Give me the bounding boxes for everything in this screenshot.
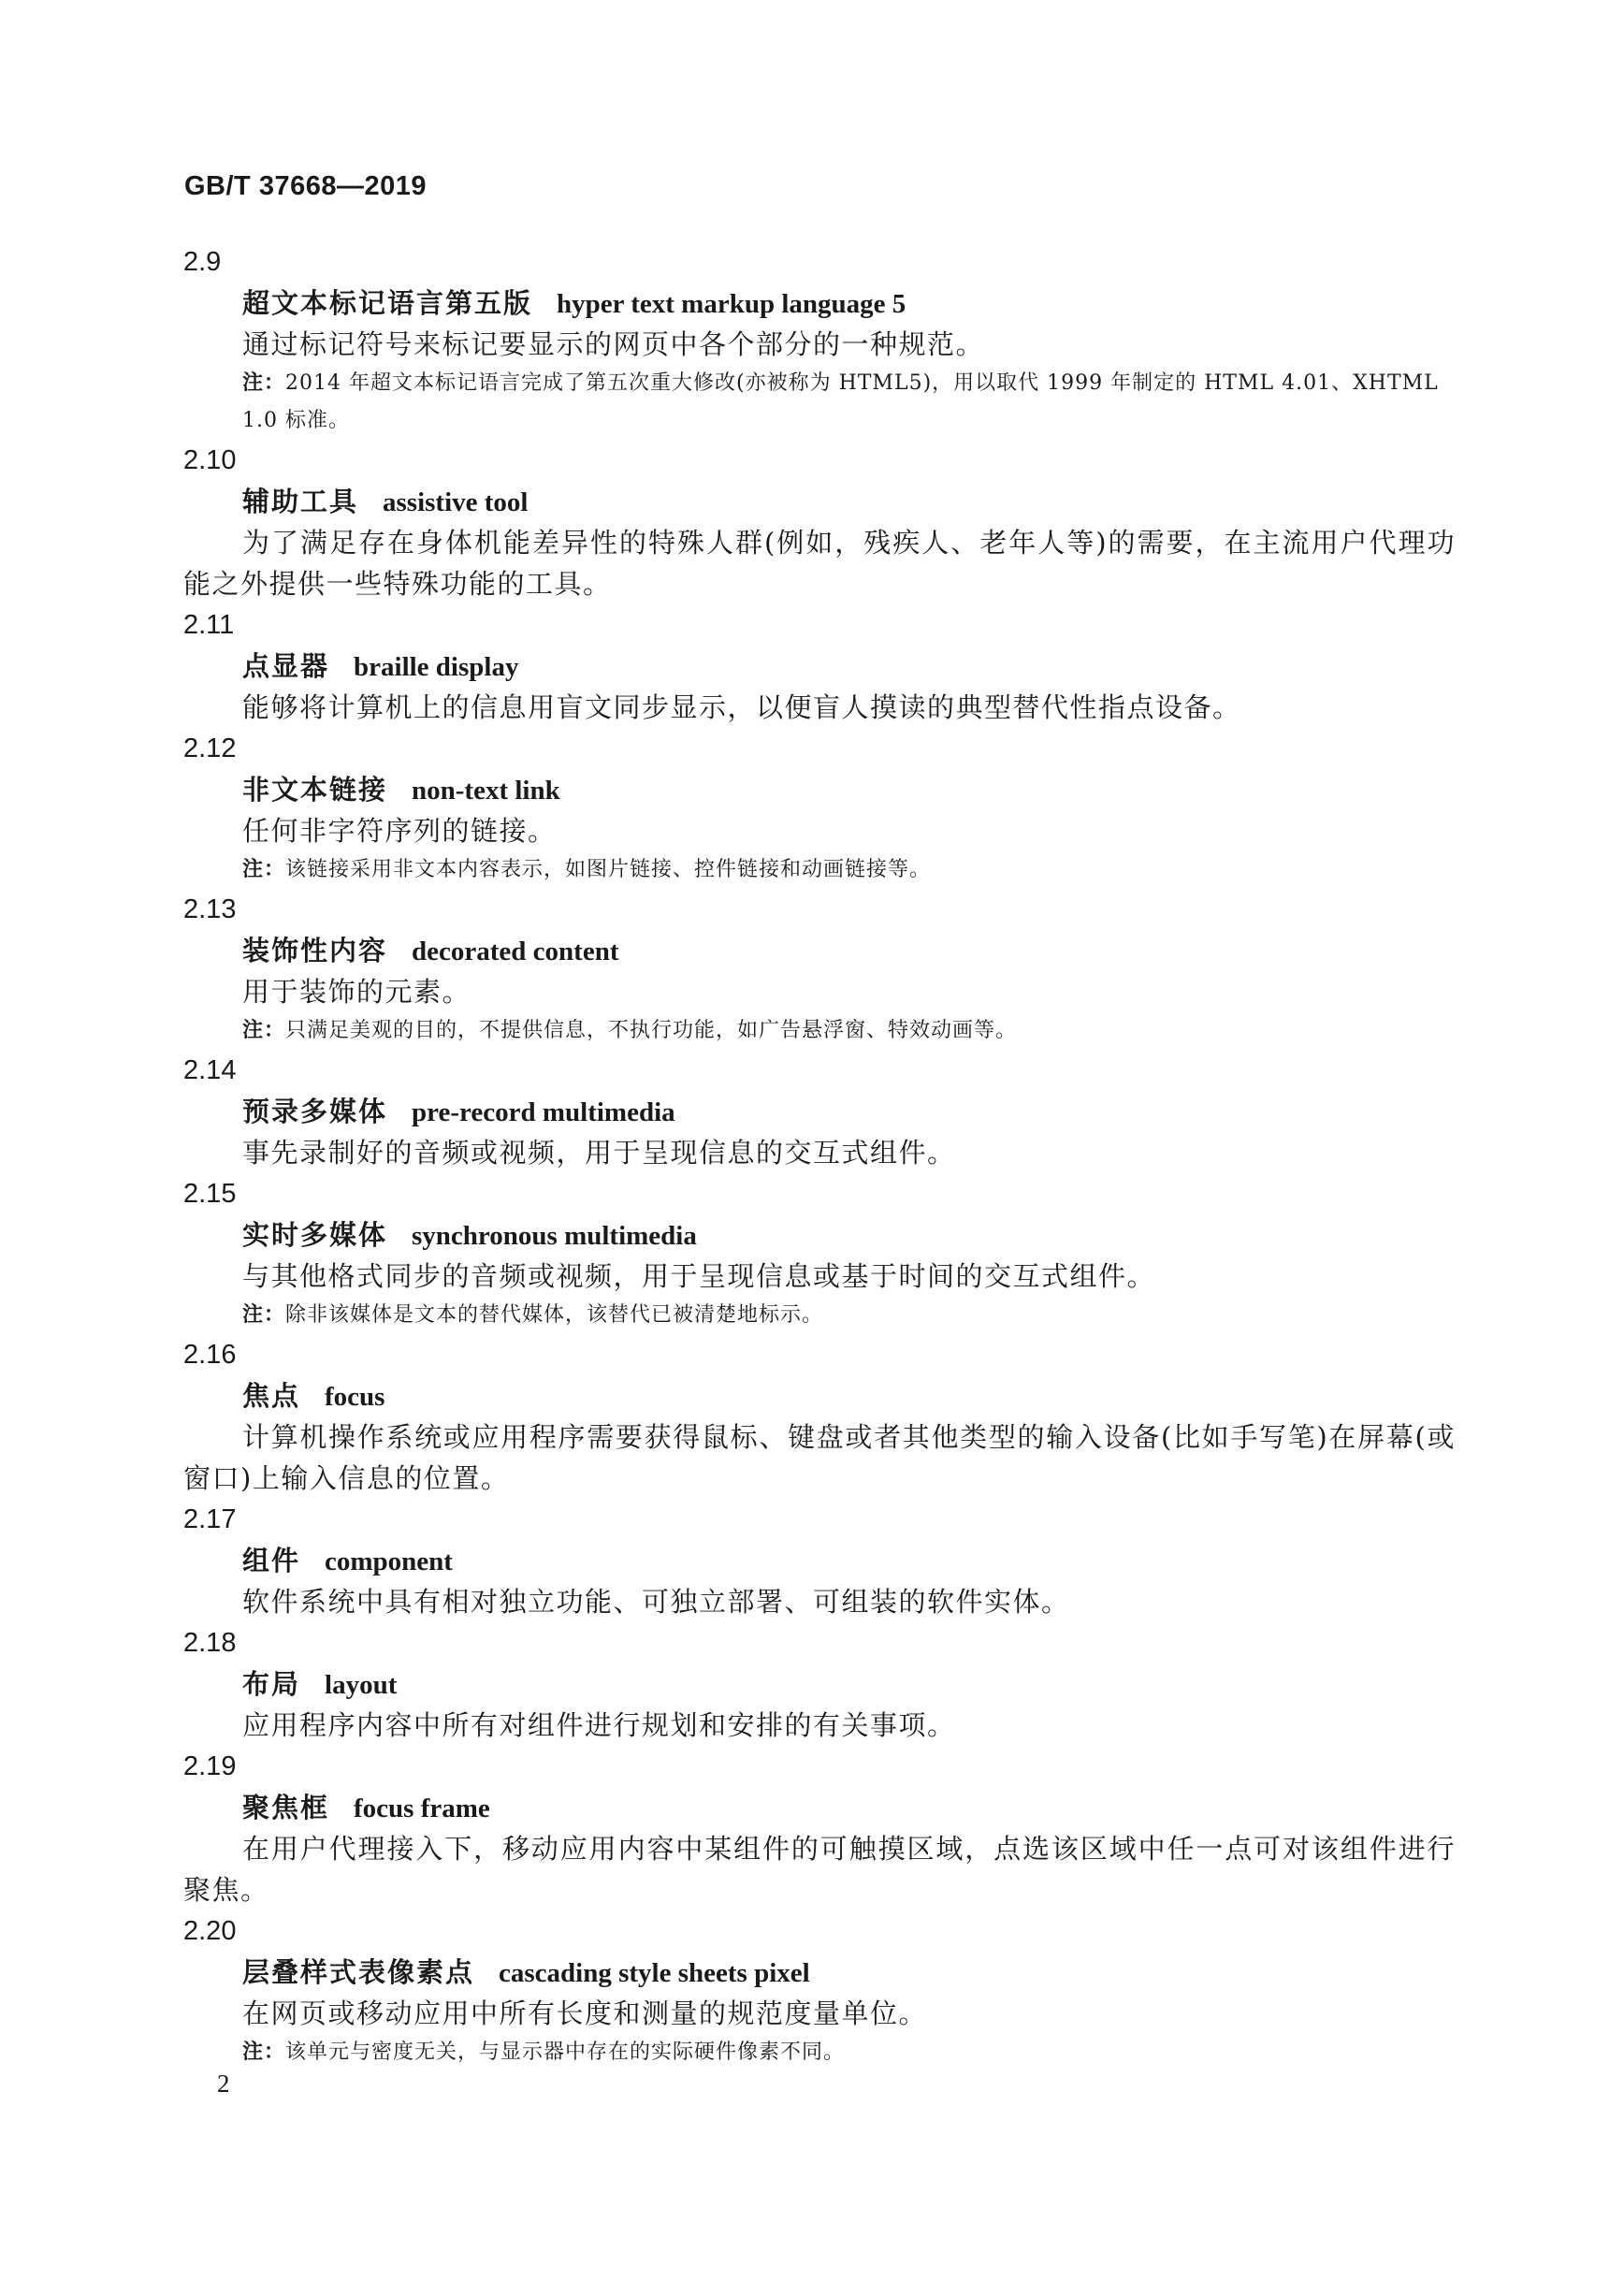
term-heading <box>183 1091 1456 1132</box>
term-chinese: 超文本标记语言第五版 <box>242 287 533 319</box>
term-definition: 事先录制好的音频或视频，用于呈现信息的交互式组件。 <box>242 1137 956 1169</box>
term-definition: 在网页或移动应用中所有长度和测量的规范度量单位。 <box>242 1997 928 2029</box>
term-entry <box>183 1334 1456 1499</box>
note-text: 除非该媒体是文本的替代媒体，该替代已被清楚地标示。 <box>285 1303 824 1327</box>
term-note <box>183 1297 1456 1334</box>
term-number: 2.20 <box>183 1916 237 1946</box>
note-label: 注： <box>242 371 286 395</box>
term-english: non-text link <box>412 776 560 806</box>
term-definition: 与其他格式同步的音频或视频，用于呈现信息或基于时间的交互式组件。 <box>242 1260 1156 1292</box>
term-english: hyper text markup language 5 <box>557 289 906 319</box>
term-number: 2.16 <box>183 1340 237 1370</box>
term-definition: 用于装饰的元素。 <box>242 976 471 1008</box>
term-chinese: 层叠样式表像素点 <box>242 1956 475 1988</box>
term-english: braille display <box>354 652 519 682</box>
term-chinese: 非文本链接 <box>242 774 388 806</box>
term-english: pre-record multimedia <box>412 1097 675 1127</box>
term-number: 2.19 <box>183 1751 237 1781</box>
term-entry <box>183 1910 1456 2071</box>
term-note <box>183 365 1456 440</box>
standard-identifier: GB/T 37668—2019 <box>184 171 427 201</box>
term-chinese: 实时多媒体 <box>242 1219 388 1251</box>
term-entry <box>183 440 1456 604</box>
term-entry <box>183 1746 1456 1910</box>
note-label: 注： <box>242 858 286 881</box>
term-definition: 在用户代理接入下，移动应用内容中某组件的可触摸区域，点选该区域中任一点可对该组件进行聚焦。 <box>183 1833 1456 1906</box>
term-english: focus frame <box>354 1794 490 1823</box>
term-heading <box>183 481 1456 522</box>
term-english: layout <box>325 1670 398 1700</box>
term-english: focus <box>325 1382 385 1412</box>
terms-list <box>183 241 1456 2071</box>
term-chinese: 预录多媒体 <box>242 1096 388 1127</box>
term-entry <box>183 1173 1456 1334</box>
note-text: 该链接采用非文本内容表示，如图片链接、控件链接和动画链接等。 <box>285 858 932 881</box>
term-heading <box>183 1540 1456 1581</box>
term-number: 2.10 <box>183 445 237 475</box>
term-heading <box>183 1952 1456 1993</box>
term-definition: 计算机操作系统或应用程序需要获得鼠标、键盘或者其他类型的输入设备(比如手写笔)在屏幕(或窗口)上输入信息的位置。 <box>183 1421 1456 1494</box>
term-heading <box>183 1663 1456 1705</box>
term-entry <box>183 889 1456 1050</box>
term-heading <box>183 646 1456 687</box>
term-definition: 为了满足存在身体机能差异性的特殊人群(例如，残疾人、老年人等)的需要，在主流用户代理功能之外提供一些特殊功能的工具。 <box>183 527 1456 600</box>
term-entry <box>183 1499 1456 1622</box>
term-entry <box>183 241 1456 440</box>
term-chinese: 布局 <box>242 1668 301 1700</box>
term-definition: 软件系统中具有相对独立功能、可独立部署、可组装的软件实体。 <box>242 1586 1070 1618</box>
note-label: 注： <box>242 1303 286 1327</box>
term-entry <box>183 1622 1456 1746</box>
term-english: decorated content <box>412 937 619 966</box>
term-number: 2.9 <box>183 247 222 277</box>
term-number: 2.18 <box>183 1628 237 1658</box>
term-note <box>183 2034 1456 2071</box>
note-label: 注： <box>242 2041 286 2064</box>
note-text: 2014 年超文本标记语言完成了第五次重大修改(亦被称为 HTML5)，用以取代 1999 年制定的 HTML 4.01、XHTML 1.0 标准。 <box>242 371 1439 432</box>
term-number: 2.11 <box>183 610 235 640</box>
term-definition: 任何非字符序列的链接。 <box>242 815 557 847</box>
term-number: 2.12 <box>183 734 237 763</box>
term-definition: 应用程序内容中所有对组件进行规划和安排的有关事项。 <box>242 1709 956 1741</box>
term-chinese: 焦点 <box>242 1380 301 1412</box>
term-english: cascading style sheets pixel <box>499 1958 810 1988</box>
term-note <box>183 1012 1456 1050</box>
term-chinese: 聚焦框 <box>242 1792 330 1823</box>
term-note <box>183 851 1456 889</box>
term-number: 2.15 <box>183 1179 237 1209</box>
page-number: 2 <box>217 2070 230 2098</box>
term-number: 2.17 <box>183 1504 237 1534</box>
note-label: 注： <box>242 1019 286 1042</box>
term-chinese: 装饰性内容 <box>242 935 388 966</box>
note-text: 该单元与密度无关，与显示器中存在的实际硬件像素不同。 <box>285 2041 846 2064</box>
term-heading <box>183 1375 1456 1416</box>
term-english: component <box>325 1547 453 1576</box>
term-number: 2.14 <box>183 1055 237 1085</box>
term-number: 2.13 <box>183 894 237 924</box>
term-heading <box>183 769 1456 810</box>
term-definition: 能够将计算机上的信息用盲文同步显示，以便盲人摸读的典型替代性指点设备。 <box>242 691 1241 723</box>
term-entry <box>183 728 1456 889</box>
term-definition: 通过标记符号来标记要显示的网页中各个部分的一种规范。 <box>242 328 985 360</box>
term-chinese: 组件 <box>242 1545 301 1576</box>
term-chinese: 辅助工具 <box>242 486 359 517</box>
term-heading <box>183 930 1456 971</box>
term-entry <box>183 1050 1456 1173</box>
term-chinese: 点显器 <box>242 650 330 682</box>
term-entry <box>183 604 1456 728</box>
note-text: 只满足美观的目的，不提供信息，不执行功能，如广告悬浮窗、特效动画等。 <box>285 1019 1018 1042</box>
term-heading <box>183 1214 1456 1256</box>
term-english: synchronous multimedia <box>412 1221 697 1251</box>
term-english: assistive tool <box>383 487 529 517</box>
term-heading <box>183 1787 1456 1828</box>
term-heading <box>183 283 1456 324</box>
